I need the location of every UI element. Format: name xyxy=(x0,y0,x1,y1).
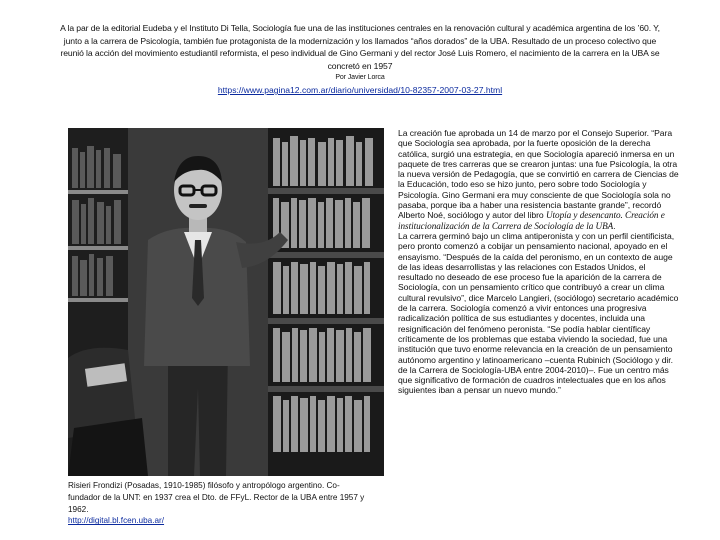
book-title: Utopía y desencanto. Creación e institucionalización de la Carrera de Sociología de la UBA xyxy=(398,210,665,231)
article-body xyxy=(398,128,682,396)
portrait-illustration xyxy=(68,128,384,476)
source-link[interactable]: https://www.pagina12.com.ar/diario/universidad/10-82357-2007-03-27.html xyxy=(217,85,503,95)
portrait-photo xyxy=(68,128,384,476)
body-paragraph-2: La carrera germinó bajo un clima antiperonista y con un perfil cientificista, pero pronto comenzó a cobijar un pensamiento nacional, apoyado en el ensayismo. “Después de la caída del peronismo, en un contexto de auge de las ideas desarrollistas y las relaciones con Estados Unidos, el resultado no deseado de ese proceso fue la aparición de la carrera de Sociología, con un pensamiento crítico que contribuyó a crear un clima cultural revulsivo”, dice Marcelo Langieri, (sociólogo) secretario académico de la carrera. Sociología comenzó a vivir entonces una progresiva radicalización política de sus estudiantes y docentes, incluida una resignificación del fenómeno peronista. “Se podía hablar científicay críticamente de los problemas que estaba viviendo la sociedad, fue una institución que tuvo enorme relevancia en la creación de un pensamiento autónomo argentino y latinoamericano –cuenta Rubinich (Sociólogo y dir. de la Carrera de Sociología-UBA entre 2004-2010)–. Fue un centro más que significativo de formación de cuadros intelectuales que en los años siguientes iban a pensar un nuevo mundo.” xyxy=(398,230,679,396)
author-byline: Por Javier Lorca xyxy=(335,74,385,82)
body-paragraph-1-text: La creación fue aprobada un 14 de marzo por el Consejo Superior. “Para que Sociología sea aprobada, por la fuerte oposición de la derecha católica, surgió una estrategia, en que Sociología apareció inmersa en un paquete de tres carreras que se crearon juntas: una fue Psicología, la otra la nueva versión de Pedagogía, que se convirtió en carrera de Ciencias de la Educación, todo eso se hizo junto, pero sobre todo Sociología y Psicología. Gino Germani era muy consciente de que Sociología sola no pasaba, porque iba a haber una resistencia bastante grande”, recordó Alberto Noé, sociólogo y autor del libro xyxy=(398,128,679,221)
body-paragraph-1-end: . xyxy=(613,220,616,231)
caption-link[interactable]: http://digital.bl.fcen.uba.ar/ xyxy=(68,516,165,526)
intro-block xyxy=(60,22,660,85)
body-paragraph-1 xyxy=(398,128,682,231)
photo-caption xyxy=(68,480,368,527)
caption-text: Risieri Frondizi (Posadas, 1910-1985) filósofo y antropólogo argentino. Co-fundador de la UNT: en 1937 crea el Dto. de FFyL. Rector de la UBA entre 1957 y 1962. xyxy=(68,481,365,514)
intro-paragraph: A la par de la editorial Eudeba y el Instituto Di Tella, Sociología fue una de las instituciones centrales en la renovación cultural y académica argentina de los ’60. Y, junto a la carrera de Psicología, también fue protagonista de la modernización y los llamados “años dorados” de la UBA. Resultado de un proceso colectivo que reunió la acción del movimiento estudiantil reformista, el peso individual de Gino Germani y del rector José Luis Romero, el nacimiento de la carrera en la UBA se concretó en 1957 xyxy=(60,23,660,71)
